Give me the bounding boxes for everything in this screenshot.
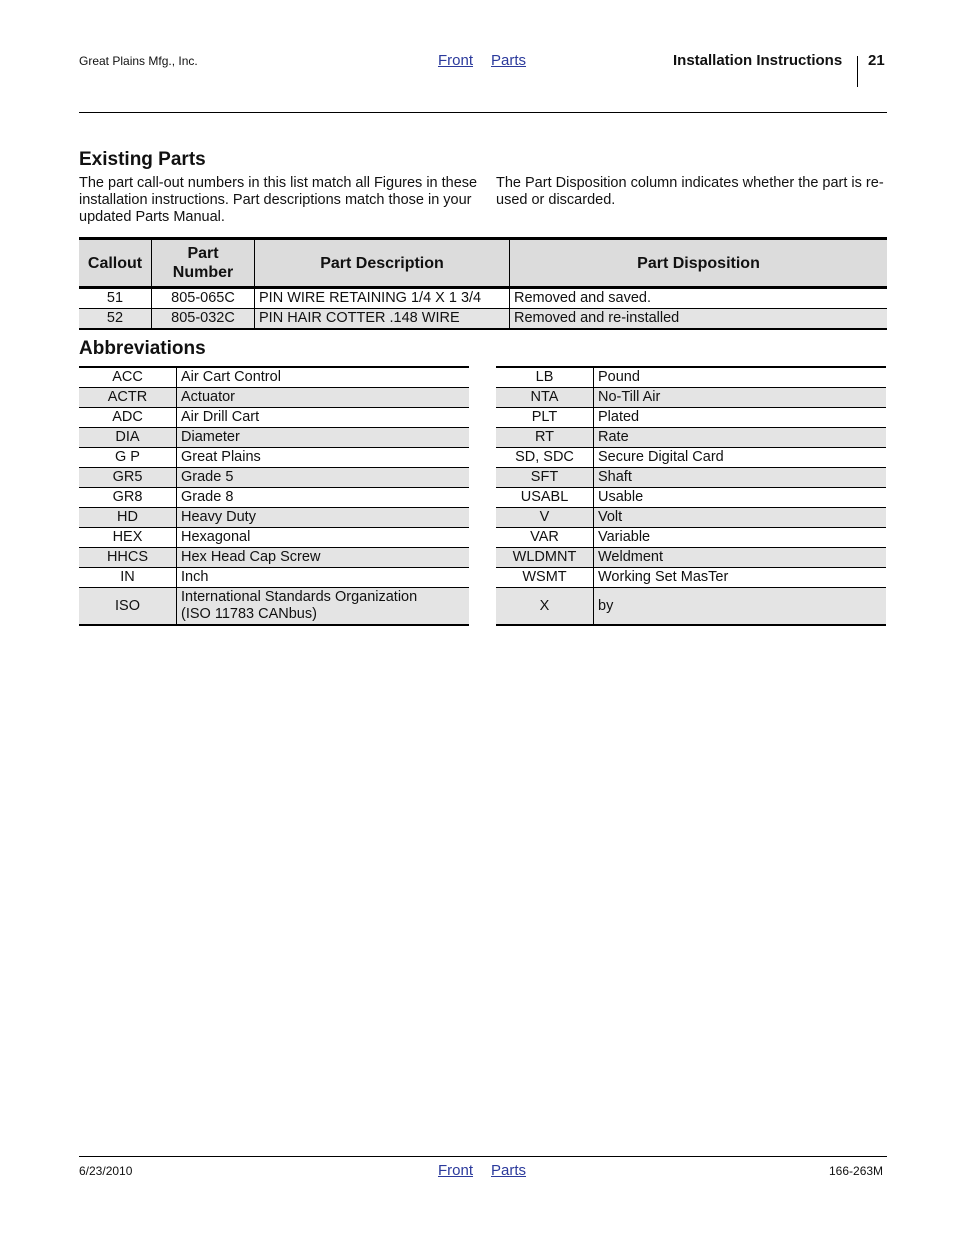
table-row	[496, 508, 886, 528]
meaning-cell: Weldment	[594, 548, 887, 568]
meaning-cell: Variable	[594, 528, 887, 548]
callout-cell: 51	[106, 290, 124, 306]
table-row	[79, 367, 469, 388]
meaning-cell: Hexagonal	[177, 528, 470, 548]
table-row	[79, 588, 469, 626]
table-row	[79, 528, 469, 548]
abbr-cell: G P	[79, 448, 177, 468]
table-row	[79, 288, 887, 309]
part-number-cell: 805-032C	[152, 309, 255, 330]
table-row	[79, 548, 469, 568]
meaning-cell: Pound	[598, 369, 640, 385]
abbr-cell: HHCS	[79, 548, 177, 568]
part-number-cell: 805-065C	[152, 288, 255, 309]
header-rule	[79, 112, 887, 113]
abbr-cell: IN	[79, 568, 177, 588]
meaning-cell: Heavy Duty	[177, 508, 470, 528]
abbr-cell: PLT	[496, 408, 594, 428]
disposition-cell: Removed and re-installed	[510, 309, 888, 330]
abbr-cell: LB	[496, 367, 594, 388]
existing-parts-table	[79, 237, 887, 330]
description-cell: PIN HAIR COTTER .148 WIRE	[255, 309, 510, 330]
parts-link[interactable]: Parts	[491, 52, 527, 69]
description-cell: PIN WIRE RETAINING 1/4 X 1 3/4	[255, 288, 510, 309]
meaning-cell: Grade 8	[177, 488, 470, 508]
footer-front-link[interactable]: Front	[438, 1162, 474, 1179]
column-header-callout: Callout	[79, 239, 152, 288]
abbreviations-heading: Abbreviations	[79, 338, 206, 359]
footer-date: 6/23/2010	[79, 1164, 133, 1178]
abbreviations-table-left	[79, 366, 469, 626]
meaning-line-1: International Standards Organization	[181, 589, 418, 605]
abbr-cell: HD	[79, 508, 177, 528]
meaning-cell: Shaft	[594, 468, 887, 488]
column-header-disposition: Part Disposition	[510, 239, 888, 288]
abbr-cell: NTA	[496, 388, 594, 408]
table-row	[79, 568, 469, 588]
abbr-cell: HEX	[79, 528, 177, 548]
page-number: 21	[868, 52, 885, 69]
intro-left-text: The part call-out numbers in this list match all Figures in these installation instructions. Part descriptions match those in your updated Parts Manual.	[79, 175, 478, 225]
table-row	[496, 428, 886, 448]
meaning-cell: Volt	[594, 508, 887, 528]
abbr-cell: WSMT	[496, 568, 594, 588]
header-divider	[857, 56, 858, 87]
meaning-cell: Diameter	[177, 428, 470, 448]
intro-right-text: The Part Disposition column indicates whether the part is re-used or discarded.	[496, 175, 884, 208]
front-link[interactable]: Front	[438, 52, 474, 69]
abbreviations-table-right	[496, 366, 886, 626]
table-row	[496, 388, 886, 408]
abbr-cell: ADC	[79, 408, 177, 428]
abbr-cell: ISO	[79, 588, 177, 626]
meaning-cell: No-Till Air	[594, 388, 887, 408]
table-row	[496, 367, 886, 388]
table-row	[496, 548, 886, 568]
footer-rule	[79, 1156, 887, 1157]
meaning-cell: Secure Digital Card	[594, 448, 887, 468]
meaning-cell: Working Set MasTer	[594, 568, 887, 588]
abbr-cell: X	[496, 588, 594, 626]
table-row	[79, 428, 469, 448]
meaning-cell: Great Plains	[177, 448, 470, 468]
footer-parts-link[interactable]: Parts	[491, 1162, 527, 1179]
abbr-cell: SFT	[496, 468, 594, 488]
meaning-cell: Air Drill Cart	[177, 408, 470, 428]
meaning-cell: by	[594, 588, 887, 626]
abbr-cell: USABL	[496, 488, 594, 508]
table-row	[79, 408, 469, 428]
meaning-cell: Air Cart Control	[181, 369, 281, 385]
column-header-description: Part Description	[255, 239, 510, 288]
abbr-cell: RT	[496, 428, 594, 448]
document-title: Installation Instructions	[673, 52, 843, 69]
table-row	[496, 488, 886, 508]
table-row	[496, 448, 886, 468]
disposition-cell: Removed and saved.	[510, 288, 888, 309]
existing-parts-heading: Existing Parts	[79, 149, 206, 170]
company-name: Great Plains Mfg., Inc.	[79, 54, 198, 68]
table-row	[496, 468, 886, 488]
abbr-cell: GR5	[79, 468, 177, 488]
table-row	[79, 448, 469, 468]
table-row	[496, 568, 886, 588]
abbr-cell: VAR	[496, 528, 594, 548]
abbr-cell: ACTR	[79, 388, 177, 408]
callout-cell: 52	[79, 309, 152, 330]
abbr-cell: SD, SDC	[496, 448, 594, 468]
meaning-cell: Usable	[594, 488, 887, 508]
document-number: 166-263M	[829, 1164, 884, 1178]
meaning-cell: Rate	[594, 428, 887, 448]
table-row	[79, 309, 887, 330]
table-row	[79, 508, 469, 528]
meaning-cell: Actuator	[177, 388, 470, 408]
meaning-cell: Inch	[177, 568, 470, 588]
table-row	[79, 468, 469, 488]
meaning-cell: Plated	[594, 408, 887, 428]
abbr-cell: DIA	[79, 428, 177, 448]
abbr-cell: V	[496, 508, 594, 528]
abbr-cell: WLDMNT	[496, 548, 594, 568]
table-row	[79, 488, 469, 508]
table-row	[496, 528, 886, 548]
abbr-cell: ACC	[79, 367, 177, 388]
meaning-line-2: (ISO 11783 CANbus)	[181, 606, 317, 622]
meaning-cell: Hex Head Cap Screw	[177, 548, 470, 568]
meaning-cell	[177, 588, 470, 626]
table-row	[496, 588, 886, 626]
column-header-part-number: Part Number	[152, 239, 255, 288]
table-row	[496, 408, 886, 428]
table-row	[79, 388, 469, 408]
abbr-cell: GR8	[79, 488, 177, 508]
meaning-cell: Grade 5	[177, 468, 470, 488]
